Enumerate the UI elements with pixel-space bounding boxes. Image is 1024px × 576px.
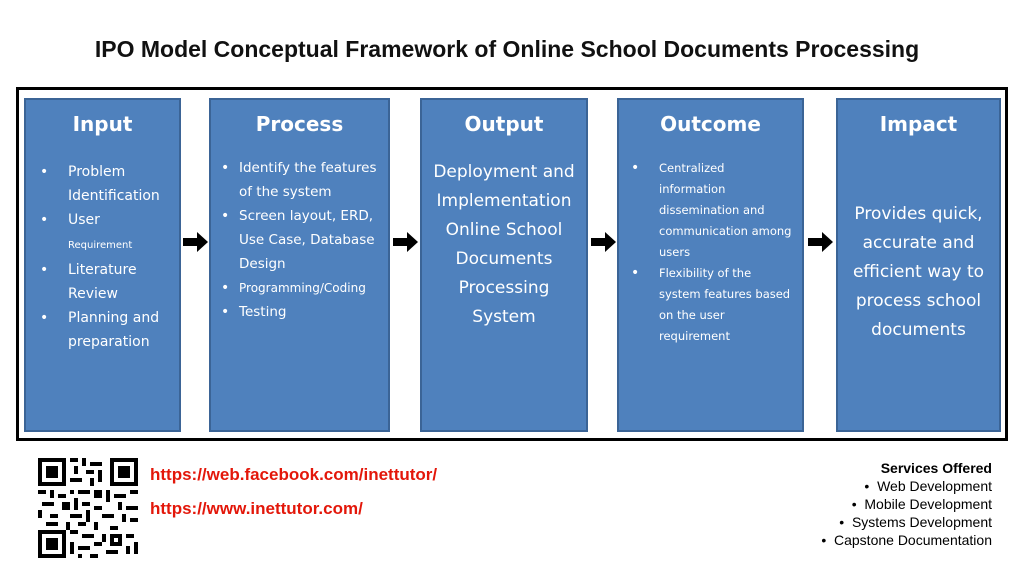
services-offered <box>732 459 992 549</box>
input-list <box>26 160 179 354</box>
list-item-text: User <box>68 212 100 228</box>
list-item: • Testing <box>221 300 380 324</box>
arrow-right-icon <box>808 231 834 253</box>
outcome-list <box>619 158 802 347</box>
output-heading: Output <box>464 112 544 136</box>
service-item: • Web Development <box>732 477 992 495</box>
impact-heading: Impact <box>879 112 958 136</box>
impact-box <box>836 98 1001 432</box>
outcome-heading: Outcome <box>660 112 761 136</box>
qr-code-icon <box>38 458 138 558</box>
arrow-right-icon <box>393 231 419 253</box>
outcome-box <box>617 98 804 432</box>
list-item: • Identify the features of the system <box>221 156 380 204</box>
input-box <box>24 98 181 432</box>
process-box <box>209 98 390 432</box>
list-item <box>40 208 171 258</box>
impact-text: Provides quick, accurate and efficient way to process school documents <box>852 204 985 340</box>
services-title: Services Offered <box>880 460 992 476</box>
service-item: • Capstone Documentation <box>732 531 992 549</box>
list-item: • Flexibility of the system features based on the user requirement <box>631 263 794 347</box>
list-item-subtext: Requirement <box>68 240 133 251</box>
service-item: • Mobile Development <box>732 495 992 513</box>
facebook-link[interactable]: https://web.facebook.com/inettutor/ <box>150 465 438 484</box>
arrow-right-icon <box>591 231 617 253</box>
list-item: • Literature Review <box>40 258 171 306</box>
page-title: IPO Model Conceptual Framework of Online School Documents Processing <box>94 36 920 62</box>
list-item: • Programming/Coding <box>221 276 380 300</box>
list-item: • Problem Identification <box>40 160 171 208</box>
arrow-right-icon <box>183 231 209 253</box>
process-heading: Process <box>255 112 344 136</box>
output-text: Deployment and Implementation Online School Documents Processing System <box>433 162 575 327</box>
list-item: • Centralized information dissemination and communication among users <box>631 158 794 263</box>
website-link[interactable]: https://www.inettutor.com/ <box>150 499 363 518</box>
service-item: • Systems Development <box>732 513 992 531</box>
output-box <box>420 98 588 432</box>
process-list <box>211 156 388 324</box>
input-heading: Input <box>72 112 133 136</box>
list-item: • Planning and preparation <box>40 306 171 354</box>
list-item: • Screen layout, ERD, Use Case, Database Design <box>221 204 380 276</box>
